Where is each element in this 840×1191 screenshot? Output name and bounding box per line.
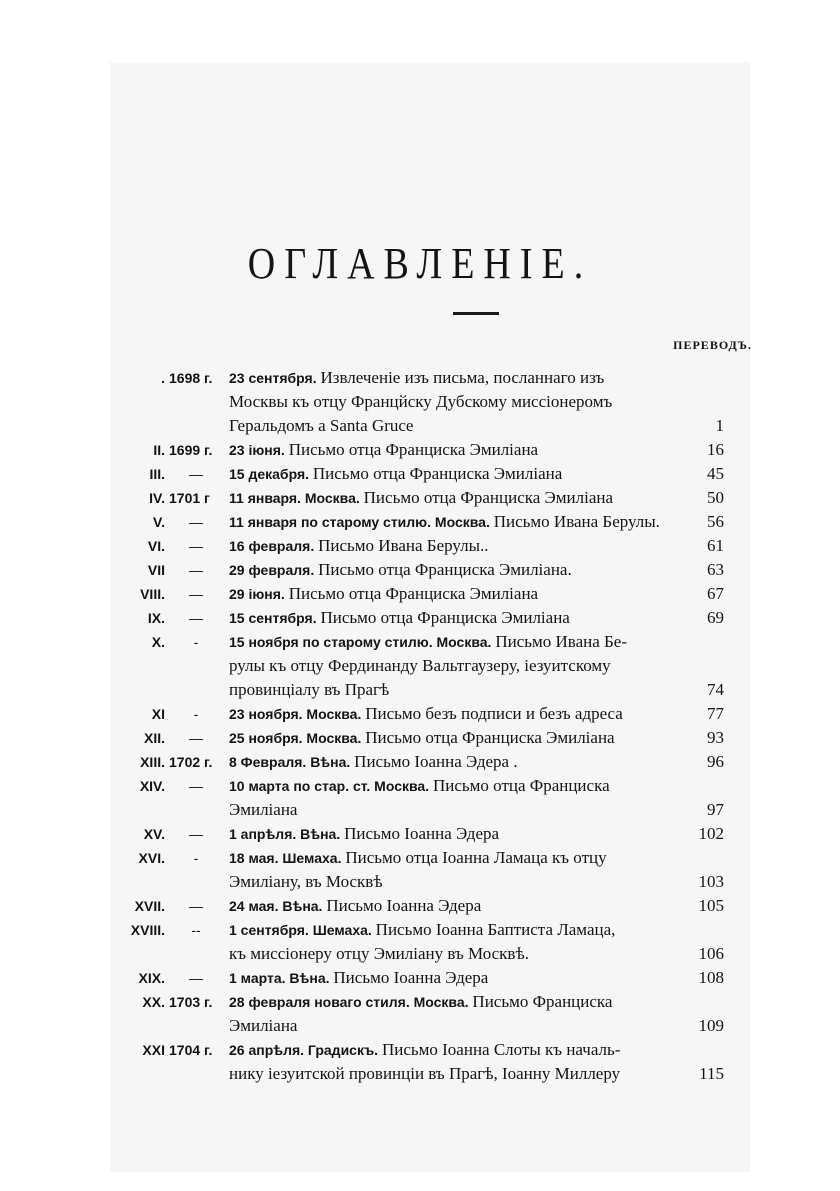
entry-text <box>229 918 667 942</box>
entry-number: XI <box>151 706 165 722</box>
entry-description: Письмо отца Франциска Эмиліана <box>365 728 615 747</box>
entry-year-dash: — <box>189 562 203 578</box>
toc-entry-line <box>0 510 840 534</box>
entry-page-number: 77 <box>707 704 724 723</box>
entry-date: 23 іюня. <box>229 442 289 458</box>
toc-entry <box>0 606 840 630</box>
entry-description: Письмо Іоанна Эдера <box>326 896 482 915</box>
entry-text <box>229 414 667 438</box>
entry-text <box>229 750 667 774</box>
entry-description: Письмо отца Франциска Эмиліана <box>312 464 563 483</box>
entry-text <box>229 702 667 726</box>
toc-entry <box>0 438 840 462</box>
toc-entry <box>0 990 840 1038</box>
toc-entry-line <box>0 390 840 414</box>
entry-year-dash: — <box>189 610 203 626</box>
entry-page-number: 16 <box>707 440 724 459</box>
entry-description: Письмо отца Франциска Эмиліана. <box>318 560 572 579</box>
entry-text <box>229 870 667 894</box>
entry-description: Письмо Ивана Бе- <box>495 632 627 651</box>
entry-number: XV. <box>143 826 165 842</box>
toc-entry <box>0 462 840 486</box>
toc-entry-line <box>0 750 840 774</box>
entry-number: IX. <box>147 610 165 626</box>
toc-entry-line <box>0 558 840 582</box>
entry-date: 15 сентября. <box>229 610 321 626</box>
toc-entry-line <box>0 918 840 942</box>
entry-date: 15 декабря. <box>229 466 313 482</box>
entry-number: . <box>161 370 165 386</box>
toc-entry <box>0 774 840 822</box>
entry-text <box>229 942 667 966</box>
entry-text <box>229 462 667 486</box>
entry-text <box>229 582 667 606</box>
entry-year-dash: — <box>189 778 203 794</box>
entry-date: 24 мая. Вѣна. <box>229 898 327 914</box>
toc-entry-line <box>0 846 840 870</box>
entry-text <box>229 990 667 1014</box>
entry-number: XVII. <box>134 898 165 914</box>
entry-date: 15 ноября по старому стилю. Москва. <box>229 634 496 650</box>
toc-entry-line <box>0 1014 840 1038</box>
entry-text <box>229 822 667 846</box>
entry-date: 29 іюня. <box>229 586 289 602</box>
entry-description: Письмо отца Франциска Эмиліана <box>363 488 614 507</box>
entry-year-dash: - <box>193 634 199 650</box>
toc-entry <box>0 918 840 966</box>
entry-description: Письмо Іоанна Эдера . <box>354 752 518 771</box>
toc-entry-line <box>0 798 840 822</box>
entry-description: Письмо отца Франциска Эмиліана <box>288 584 539 603</box>
toc-entry-line <box>0 822 840 846</box>
entry-description: провинціалу въ Прагѣ <box>229 680 390 699</box>
entry-text <box>229 654 667 678</box>
entry-description: Письмо Іоанна Эдера <box>344 824 500 843</box>
entry-description: Письмо Ивана Берулы.. <box>318 536 489 555</box>
entry-date: 18 мая. Шемаха. <box>229 850 346 866</box>
entry-description: Письмо Іоанна Слоты къ началь- <box>381 1040 621 1059</box>
toc-entry-line <box>0 438 840 462</box>
entry-date: 11 января. Москва. <box>229 490 364 506</box>
entry-page-number: 56 <box>707 512 724 531</box>
toc-entry-line <box>0 414 840 438</box>
entry-number: XVI. <box>138 850 165 866</box>
entry-year-dash: — <box>189 898 203 914</box>
entry-page-number: 96 <box>707 752 724 771</box>
toc-entry-line <box>0 654 840 678</box>
entry-page-number: 50 <box>707 488 724 507</box>
toc-entry <box>0 630 840 702</box>
toc-entry-line <box>0 534 840 558</box>
entry-year: 1701 г <box>169 490 210 506</box>
entry-date: 10 марта по стар. ст. Москва. <box>229 778 433 794</box>
entry-date: 23 ноября. Москва. <box>229 706 366 722</box>
toc-entry <box>0 582 840 606</box>
entry-page-number: 108 <box>698 968 724 987</box>
entry-page-number: 97 <box>707 800 724 819</box>
entry-text <box>229 678 667 702</box>
entry-text <box>229 1038 667 1062</box>
entry-year-dash: — <box>189 730 203 746</box>
entry-date: 23 сентября. <box>229 370 321 386</box>
entry-description: Эмиліана <box>229 1016 298 1035</box>
entry-number: VII <box>147 562 165 578</box>
entry-number: XVIII. <box>130 922 165 938</box>
entry-year: 1703 г. <box>169 994 213 1010</box>
entry-text <box>229 390 667 414</box>
entry-text <box>229 726 667 750</box>
toc-entry <box>0 894 840 918</box>
toc-entry-line <box>0 990 840 1014</box>
entry-page-number: 1 <box>715 416 724 435</box>
entry-year: 1704 г. <box>169 1042 213 1058</box>
toc-entry-line <box>0 606 840 630</box>
toc-entry <box>0 702 840 726</box>
entry-text <box>229 894 667 918</box>
entry-number: V. <box>153 514 165 530</box>
entry-page-number: 102 <box>698 824 724 843</box>
toc-entry <box>0 750 840 774</box>
toc-entry-line <box>0 630 840 654</box>
entry-year-dash: — <box>189 970 203 986</box>
entry-number: IV. <box>149 490 165 506</box>
entry-text <box>229 534 667 558</box>
toc-entry-line <box>0 702 840 726</box>
toc-entry-line <box>0 462 840 486</box>
entry-number: XIII. <box>140 754 165 770</box>
entry-page-number: 69 <box>707 608 724 627</box>
entry-year-dash: — <box>189 538 203 554</box>
entry-number: XIX. <box>138 970 165 986</box>
toc-entry-line <box>0 1062 840 1086</box>
entry-year: 1699 г. <box>169 442 213 458</box>
entry-date: 11 января по старому стилю. Москва. <box>229 514 494 530</box>
toc-entry-line <box>0 582 840 606</box>
toc-entry-line <box>0 894 840 918</box>
entry-number: II. <box>153 442 165 458</box>
entry-year-dash: — <box>189 586 203 602</box>
entry-description: Эмиліану, въ Москвѣ <box>229 872 383 891</box>
toc-entry <box>0 966 840 990</box>
toc-entry-line <box>0 942 840 966</box>
toc-entry-line <box>0 870 840 894</box>
entry-year-dash: — <box>189 514 203 530</box>
entry-text <box>229 1062 667 1086</box>
entry-number: XXI <box>142 1042 165 1058</box>
entry-description: нику іезуитской провинціи въ Прагѣ, Іоанну Миллеру <box>229 1064 621 1083</box>
entry-text <box>229 366 667 390</box>
entry-page-number: 74 <box>707 680 724 699</box>
toc-entry <box>0 1038 840 1086</box>
entry-date: 29 февраля. <box>229 562 319 578</box>
entry-year: 1702 г. <box>169 754 213 770</box>
entry-description: Письмо Іоанна Баптиста Ламаца, <box>375 920 616 939</box>
entry-description: Письмо Ивана Берулы. <box>493 512 660 531</box>
entry-page-number: 61 <box>707 536 724 555</box>
entry-description: Письмо отца Франциска Эмиліана <box>320 608 570 627</box>
entry-page-number: 103 <box>698 872 724 891</box>
entry-year-dash: - <box>193 850 199 866</box>
entry-date: 1 апрѣля. Вѣна. <box>229 826 345 842</box>
toc-entry-line <box>0 966 840 990</box>
entry-description: Геральдомъ a Santa Gruce <box>229 416 414 435</box>
entry-text <box>229 606 667 630</box>
toc-entry-line <box>0 1038 840 1062</box>
page-title: ОГЛАВЛЕНІЕ. <box>247 239 593 289</box>
entry-number: XII. <box>143 730 165 746</box>
toc-entry <box>0 726 840 750</box>
entry-description: къ миссіонеру отцу Эмиліану въ Москвѣ. <box>229 944 529 963</box>
entry-number: XIV. <box>139 778 165 794</box>
entry-page-number: 106 <box>698 944 724 963</box>
toc-entry <box>0 534 840 558</box>
toc-entry <box>0 510 840 534</box>
toc-entry <box>0 822 840 846</box>
entry-number: XX. <box>142 994 165 1010</box>
toc-entry-line <box>0 486 840 510</box>
entry-year-dash: — <box>189 466 203 482</box>
entry-number: VIII. <box>140 586 165 602</box>
toc-entry <box>0 846 840 894</box>
entry-description: рулы къ отцу Фердинанду Вальтгаузеру, іезуитскому <box>229 656 611 675</box>
entry-text <box>229 966 667 990</box>
entry-page-number: 109 <box>698 1016 724 1035</box>
entry-page-number: 93 <box>707 728 724 747</box>
toc-entry-line <box>0 366 840 390</box>
toc-entry <box>0 558 840 582</box>
toc-entry <box>0 486 840 510</box>
entry-year-dash: -- <box>191 922 201 938</box>
entry-description: Письмо Франциска <box>472 992 613 1011</box>
entry-number: VI. <box>147 538 165 554</box>
entry-page-number: 45 <box>707 464 724 483</box>
entry-date: 8 Февраля. Вѣна. <box>229 754 355 770</box>
entry-date: 1 марта. Вѣна. <box>229 970 334 986</box>
entry-text <box>229 558 667 582</box>
entry-page-number: 67 <box>707 584 724 603</box>
toc-entry-line <box>0 726 840 750</box>
entry-number: III. <box>149 466 165 482</box>
entry-description: Письмо отца Іоанна Ламаца къ отцу <box>345 848 607 867</box>
entry-date: 28 февраля новаго стиля. Москва. <box>229 994 473 1010</box>
entry-description: Письмо Іоанна Эдера <box>333 968 489 987</box>
entry-number: X. <box>151 634 165 650</box>
entry-date: 25 ноября. Москва. <box>229 730 366 746</box>
entry-page-number: 115 <box>699 1064 724 1083</box>
entry-description: Эмиліана <box>229 800 298 819</box>
entry-text <box>229 1014 667 1038</box>
entry-description: Письмо отца Франциска Эмиліана <box>288 440 539 459</box>
entry-text <box>229 846 667 870</box>
entry-year-dash: — <box>189 826 203 842</box>
entry-date: 26 апрѣля. Градискъ. <box>229 1042 382 1058</box>
column-header: ПЕРЕВОДЪ. <box>673 338 752 352</box>
entry-text <box>229 630 667 654</box>
toc-entry-line <box>0 678 840 702</box>
entry-description: Извлеченіе изъ письма, посланнаго изъ <box>320 368 605 387</box>
entry-text <box>229 774 667 798</box>
entry-text <box>229 438 667 462</box>
entry-year: 1698 г. <box>169 370 213 386</box>
toc-entry <box>0 366 840 438</box>
entry-description: Письмо отца Франциска <box>432 776 610 795</box>
entry-year-dash: - <box>193 706 199 722</box>
entry-description: Письмо безъ подписи и безъ адреса <box>365 704 623 723</box>
entry-text <box>229 798 667 822</box>
entry-page-number: 63 <box>707 560 724 579</box>
entry-text <box>229 486 667 510</box>
entry-text <box>229 510 667 534</box>
entry-date: 16 февраля. <box>229 538 319 554</box>
entry-date: 1 сентября. Шемаха. <box>229 922 376 938</box>
toc-entry-line <box>0 774 840 798</box>
entry-page-number: 105 <box>698 896 724 915</box>
entry-description: Москвы къ отцу Францйску Дубскому миссіонеромъ <box>229 392 613 411</box>
